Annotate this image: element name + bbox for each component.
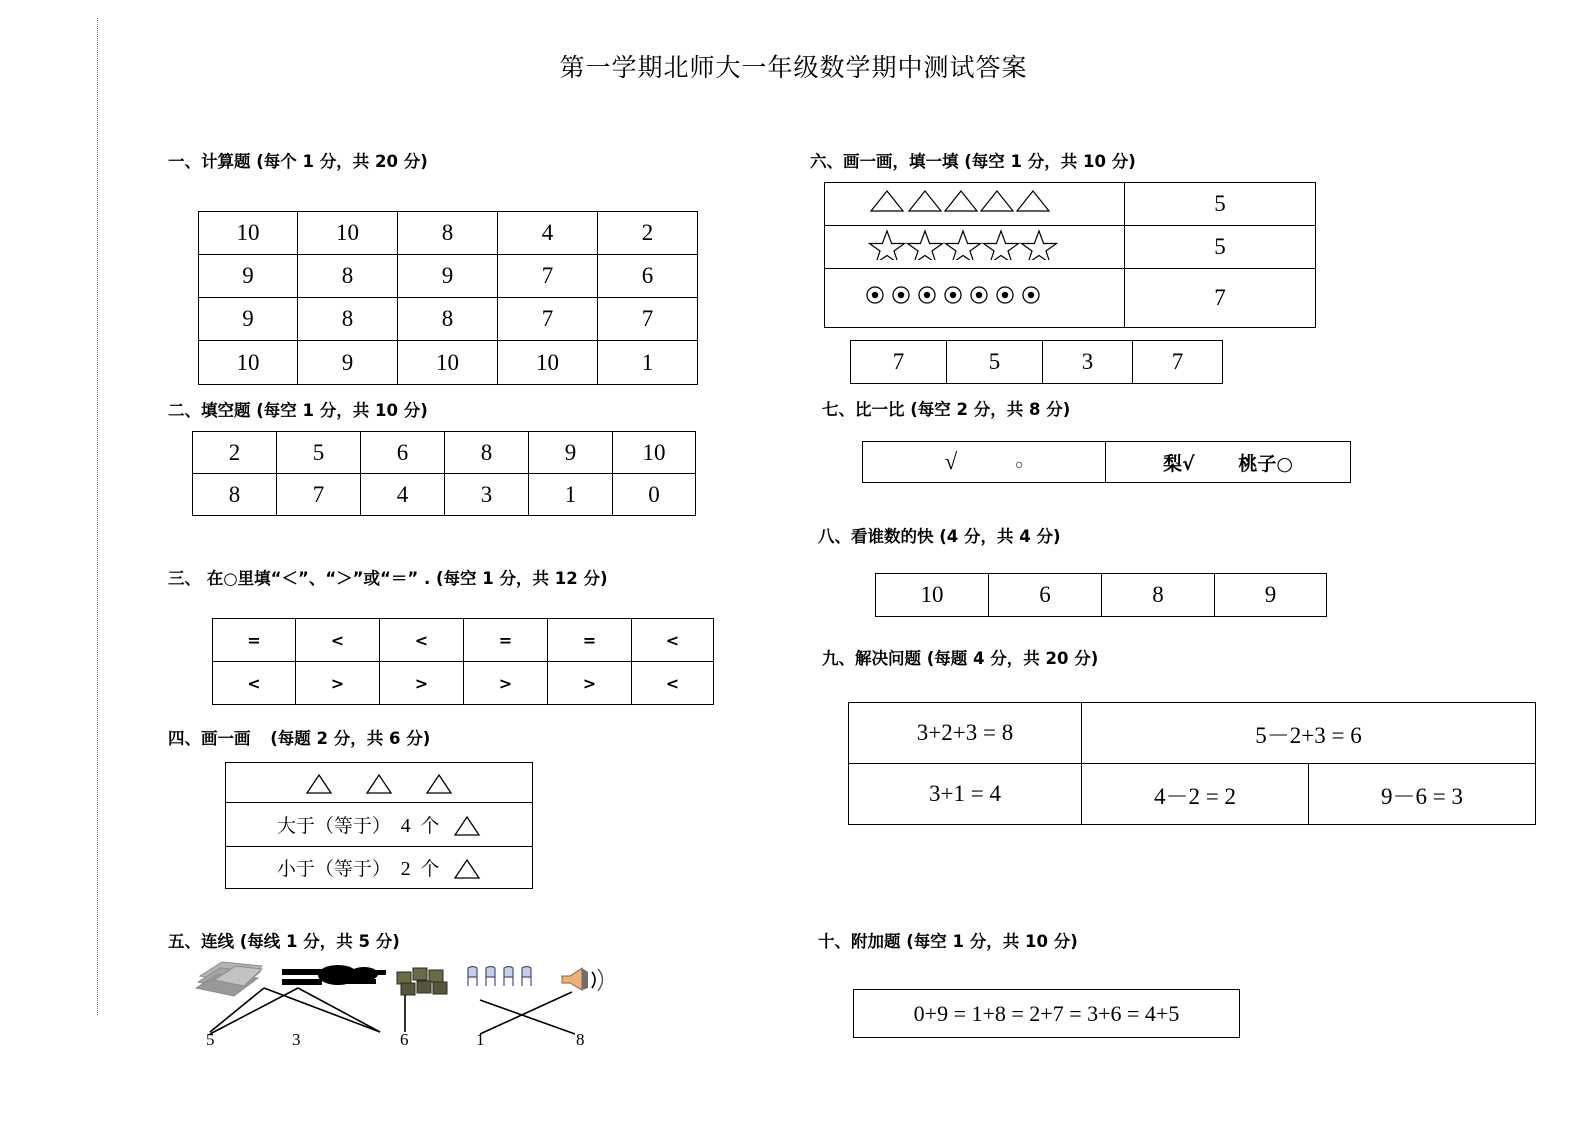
table-row [193,474,696,516]
section-4-table [225,762,533,889]
section-1-title: 一、计算题 [168,152,251,171]
bonus-equation-cell: 0+9 = 1+8 = 2+7 = 3+6 = 4+5 [854,990,1240,1038]
cell: > [548,662,632,705]
cell: 9 [199,298,298,341]
cell: 7 [598,298,698,341]
greater-unit: 个 [420,814,440,837]
section-4-heading [168,725,430,749]
section-2-heading [168,397,428,421]
section-5-title: 五、连线 [168,932,234,951]
section-10-points: (每空 1 分，共 10 分) [906,932,1078,951]
cell: = [464,619,548,662]
section-5-points: (每线 1 分，共 5 分) [239,932,400,951]
table-row [825,183,1316,226]
section-7-points: (每空 2 分，共 8 分) [910,400,1071,419]
problem-cell: 3+2+3 = 8 [849,703,1082,764]
cell: 7 [1133,341,1223,384]
cell: 10 [876,574,989,617]
table-row [825,226,1316,269]
cell: < [380,619,464,662]
section-9-table [848,702,1536,825]
cell: 8 [298,255,398,298]
greater-label: 大于（等于） [276,814,391,837]
section-8-title: 八、看谁数的快 [818,527,934,546]
cell: = [548,619,632,662]
cell: 9 [529,432,613,474]
section-3-table [212,618,714,705]
speaker-icon [560,966,612,998]
blue-chairs-icon [465,964,545,1003]
cell: 10 [199,212,298,255]
section-6-heading [810,148,1136,172]
gray-blocks-icon [192,960,272,1000]
table-row [199,255,698,298]
section-8-points: (4 分，共 4 分) [939,527,1061,546]
cell: 8 [298,298,398,341]
cell: < [296,619,380,662]
answer-cell: 7 [1125,269,1316,328]
section-8-table [875,573,1327,617]
cell: 5 [947,341,1043,384]
section-10-title: 十、附加题 [818,932,901,951]
section-9-points: (每题 4 分，共 20 分) [926,649,1099,668]
table-row [199,298,698,341]
cell: 10 [298,212,398,255]
section-7-title: 七、比一比 [822,400,905,419]
table-row [854,990,1240,1038]
table-row [199,341,698,385]
page-title: 第一学期北师大一年级数学期中测试答案 [559,53,1028,82]
speaker-icon [560,966,612,1003]
section-6-points: (每空 1 分，共 10 分) [964,152,1136,171]
problem-cell: 3+1 = 4 [849,764,1082,825]
cell: 4 [498,212,598,255]
cell: 3 [1043,341,1133,384]
cell: < [632,662,714,705]
cell: > [296,662,380,705]
section-2-title: 二、填空题 [168,401,251,420]
cell: 5 [277,432,361,474]
less-unit: 个 [420,857,440,880]
section-9-title: 九、解决问题 [822,649,921,668]
answer-cell: 5 [1125,183,1316,226]
table-row [849,703,1536,764]
section-2-table [192,431,696,516]
match-number: 8 [576,1030,585,1049]
triangles-cell [825,183,1125,226]
section-7-heading [822,396,1070,420]
section-3-title: 三、 在○里填“＜”、“＞”或“＝” . [168,569,431,588]
triangle-icon [305,769,333,796]
section-5-matching-area [180,960,620,1050]
triangle-icon [365,769,393,796]
cell: 8 [193,474,277,516]
cell: 7 [277,474,361,516]
triangle-row-icon [867,187,1097,215]
check-mark: √ [944,449,958,474]
section-3-heading [168,565,608,589]
section-6-title: 六、画一画，填一填 [810,152,959,171]
cell: 10 [199,341,298,385]
cell: 6 [989,574,1102,617]
section-5-heading [168,928,400,952]
cell: 9 [1215,574,1327,617]
table-row [213,619,714,662]
right-column [760,0,1587,1122]
cell: > [380,662,464,705]
star-row-icon [867,228,1097,260]
compare-cell-left [863,442,1106,483]
cell: = [213,619,296,662]
match-number: 5 [206,1030,215,1049]
section-10-heading [818,928,1078,952]
greater-count: 4 [400,814,411,837]
section-6-table [824,182,1316,328]
cell: 1 [529,474,613,516]
less-than-row [226,847,533,889]
problem-cell: 5－2+3 = 6 [1082,703,1536,764]
cell: 7 [498,298,598,341]
cell: 10 [613,432,696,474]
cell: 7 [498,255,598,298]
cell: 7 [851,341,947,384]
cell: 3 [445,474,529,516]
cell: 8 [398,212,498,255]
circles-cell [825,269,1125,328]
section-8-heading [818,523,1061,547]
cell: < [632,619,714,662]
table-row [226,803,533,847]
triangle-icon [453,814,481,838]
section-1-table [198,211,698,385]
black-cluster-icon [280,962,390,999]
table-row [825,269,1316,328]
triangle-icon [425,769,453,796]
cell: 9 [199,255,298,298]
left-column [0,0,760,1122]
cell: 1 [598,341,698,385]
section-4-title: 四、画一画 [168,729,251,748]
section-9-heading [822,645,1098,669]
stars-cell [825,226,1125,269]
section-1-points: (每个 1 分，共 20 分) [256,152,428,171]
triangle-icon [365,772,393,796]
problem-cell: 4－2 = 2 [1082,764,1309,825]
section-7-table [862,441,1351,483]
cell: 4 [361,474,445,516]
table-row [193,432,696,474]
section-1-heading [168,148,428,172]
olive-blocks-icon [395,964,451,1003]
pear-answer: 梨√ [1162,452,1195,475]
cell: 9 [398,255,498,298]
table-row [226,763,533,803]
greater-than-row [226,803,533,847]
match-number: 6 [400,1030,409,1049]
black-cluster-icon [280,962,390,994]
less-label: 小于（等于） [276,857,391,880]
section-10-table [853,989,1240,1038]
table-row [849,764,1536,825]
cell: > [464,662,548,705]
section-2-points: (每空 1 分，共 10 分) [256,401,428,420]
cell: 10 [398,341,498,385]
triangle-icon [305,772,333,796]
olive-blocks-icon [395,964,451,998]
problem-cell: 9－6 = 3 [1309,764,1536,825]
cell: 0 [613,474,696,516]
match-number: 3 [292,1030,301,1049]
triangles-cell [226,763,533,803]
cell: 10 [498,341,598,385]
cell: 6 [361,432,445,474]
section-6-bottom-table [850,340,1223,384]
cell: 8 [445,432,529,474]
table-row [876,574,1327,617]
cell: 8 [1102,574,1215,617]
match-number: 1 [476,1030,485,1049]
triangle-icon [425,772,453,796]
section-4-points: (每题 2 分，共 6 分) [270,729,431,748]
peach-answer: 桃子○ [1238,452,1294,475]
section-3-points: (每空 1 分，共 12 分) [435,569,608,588]
cell: < [213,662,296,705]
compare-cell-right [1106,442,1351,483]
gray-blocks-icon [192,960,272,1005]
cell: 2 [598,212,698,255]
blue-chairs-icon [465,964,545,998]
table-row [226,847,533,889]
table-row [199,212,698,255]
cell: 2 [193,432,277,474]
cell: 6 [598,255,698,298]
triangle-icon [453,857,481,881]
table-row [213,662,714,705]
answer-cell: 5 [1125,226,1316,269]
less-count: 2 [400,857,411,880]
table-row [851,341,1223,384]
cell: 8 [398,298,498,341]
circle-row-icon [863,283,1093,307]
circle-mark: ○ [1014,458,1024,473]
table-row [863,442,1351,483]
cell: 9 [298,341,398,385]
